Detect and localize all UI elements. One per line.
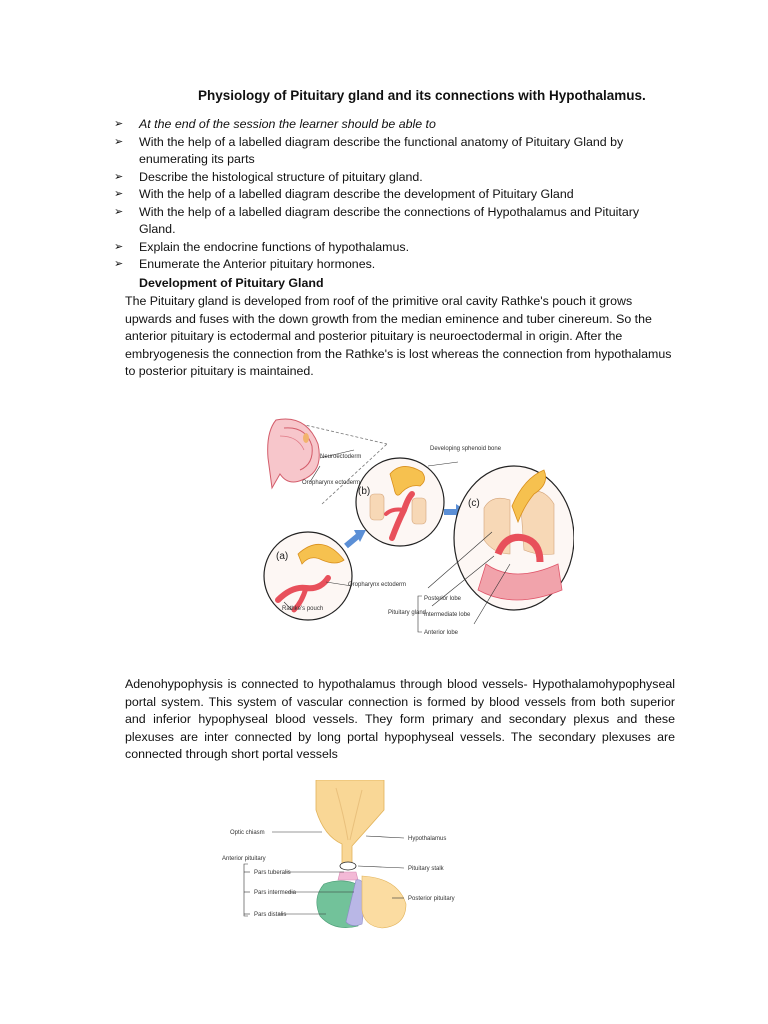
panel-b-label: (b)	[358, 486, 371, 497]
panel-b-circle	[356, 458, 444, 546]
panel-c-label: (c)	[468, 498, 480, 509]
developing-sphenoid-bone-label: Developing sphenoid bone	[430, 446, 502, 452]
arrow-bullet-icon: ➢	[114, 135, 124, 148]
panel-a-label: (a)	[276, 551, 289, 562]
objective-text: Explain the endocrine functions of hypothalamus.	[139, 239, 410, 254]
oropharynx-ectoderm-label: Oropharynx ectoderm	[302, 480, 361, 486]
optic-chiasm-label: Optic chiasm	[230, 830, 265, 836]
pars-intermedia-label: Pars intermedia	[254, 890, 297, 896]
pituitary-anatomy-diagram	[216, 780, 476, 932]
objective-text: At the end of the session the learner should be able to	[139, 117, 436, 131]
paragraph-development: The Pituitary gland is developed from roof of the primitive oral cavity Rathke's pouch it grows upwards and fuses with the down growth from the median eminence and tuber cinereum. So the anterior pituitary is ectodermal and posterior pituitary is neuroectodermal in origin. After the embryogenesis the connection from the Rathke's is lost whereas the connection from hypothalamus to posterior pituitary is maintained.	[125, 294, 672, 379]
arrow-bullet-icon: ➢	[114, 188, 124, 200]
objective-text: With the help of a labelled diagram describe the connections of Hypothalamus and Pituitary Gland.	[139, 204, 640, 236]
posterior-lobe-label: Posterior lobe	[424, 596, 462, 602]
anterior-lobe-label: Anterior lobe	[424, 630, 459, 636]
neuroectoderm-label: Neuroectoderm	[320, 454, 362, 460]
rathkes-pouch-label: Rathke's pouch	[282, 606, 324, 612]
list-item	[114, 186, 674, 204]
arrow-bullet-icon: ➢	[114, 118, 124, 130]
arrow-bullet-icon: ➢	[114, 258, 124, 270]
pituitary-stalk-label: Pituitary stalk	[408, 866, 444, 872]
list-item	[114, 256, 674, 274]
page-title: Physiology of Pituitary gland and its connections with Hypothalamus.	[198, 88, 646, 103]
objective-text: With the help of a labelled diagram describe the functional anatomy of Pituitary Gland by enumerating its parts	[139, 134, 624, 166]
list-item	[114, 239, 674, 257]
list-item	[114, 134, 674, 169]
panel-c-circle	[454, 466, 574, 610]
objectives-list	[114, 116, 674, 274]
pars-tuberalis-label: Pars tuberalis	[254, 870, 291, 876]
anterior-pituitary-label: Anterior pituitary	[222, 856, 266, 862]
list-item	[114, 169, 674, 187]
section-heading: Development of Pituitary Gland	[139, 276, 324, 290]
arrow-bullet-icon: ➢	[114, 170, 124, 183]
objective-text: Describe the histological structure of pituitary gland.	[139, 169, 423, 184]
list-item	[114, 204, 674, 239]
objective-text: Enumerate the Anterior pituitary hormones.	[139, 257, 376, 271]
posterior-pituitary-label: Posterior pituitary	[408, 896, 455, 902]
paragraph-portal-system: Adenohypophysis is connected to hypothalamus through blood vessels- Hypothalamohypophyseal portal system. This system of vascular connection is formed by blood vessels from both superior and inferior hypophyseal blood vessels. They form primary and secondary plexus and these plexuses are inter connected by long portal hypophyseal vessels. The secondary plexuses are connected through short portal vessels	[125, 677, 675, 762]
hypothalamus-label: Hypothalamus	[408, 836, 447, 842]
development-diagram	[262, 414, 574, 640]
embryo-head-illustration	[268, 419, 320, 488]
intermediate-lobe-label: Intermediate lobe	[424, 612, 471, 618]
objective-text: With the help of a labelled diagram describe the development of Pituitary Gland	[139, 187, 574, 201]
pars-distalis-label: Pars distalis	[254, 912, 287, 918]
list-item	[114, 116, 674, 134]
arrow-bullet-icon: ➢	[114, 240, 124, 253]
pituitary-gland-label: Pituitary gland	[388, 610, 427, 616]
pituitary-structure-illustration	[316, 780, 406, 928]
arrow-bullet-icon: ➢	[114, 205, 124, 218]
oropharynx-ectoderm-label-bottom: Oropharynx ectoderm	[348, 582, 407, 588]
